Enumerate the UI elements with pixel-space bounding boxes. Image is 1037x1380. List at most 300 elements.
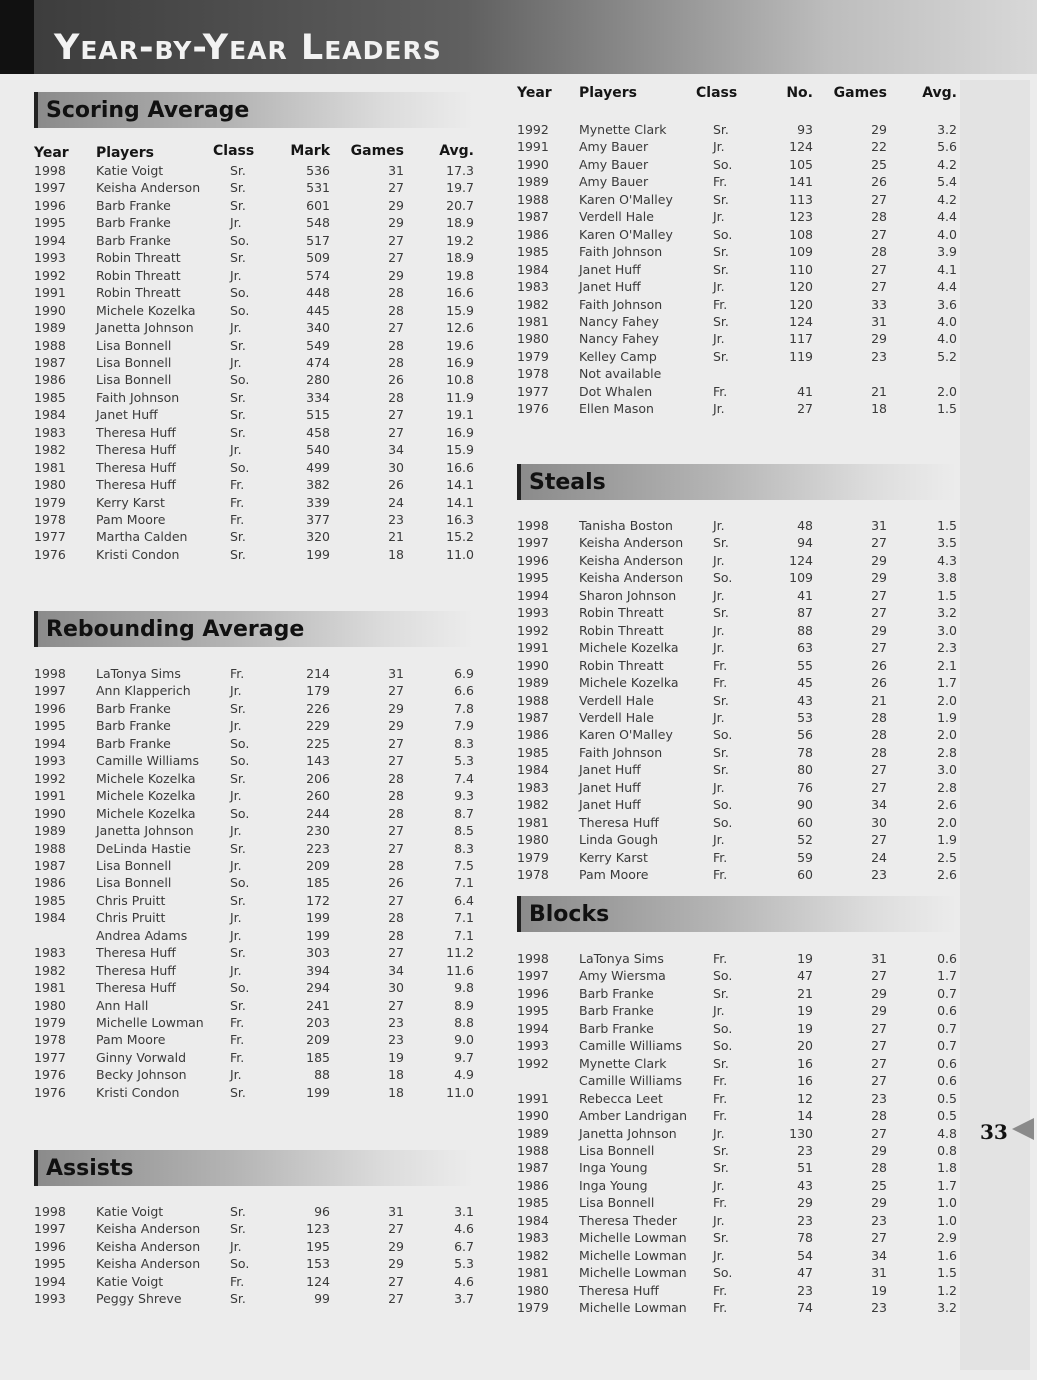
games-cell: 29 <box>871 570 887 586</box>
player-cell: Michelle Lowman <box>579 1265 687 1281</box>
player-cell: Pam Moore <box>579 867 649 882</box>
year-cell: 1989 <box>517 1125 549 1141</box>
player-cell: Peggy Shreve <box>96 1291 182 1307</box>
player-cell: Theresa Huff <box>96 477 176 493</box>
year-cell: 1981 <box>517 313 549 329</box>
player-cell: Tanisha Boston <box>579 518 673 533</box>
year-cell: 1980 <box>517 1282 549 1298</box>
avg-cell: 0.5 <box>937 1108 957 1124</box>
table-row <box>517 401 962 418</box>
year-cell: 1992 <box>517 122 549 137</box>
mark-cell: 88 <box>314 1067 330 1083</box>
mark-cell: 445 <box>306 302 330 318</box>
header-row <box>517 85 962 107</box>
class-cell: Sr. <box>230 700 246 716</box>
games-cell: 30 <box>388 459 404 475</box>
table-row <box>517 986 962 1003</box>
year-cell: 1997 <box>34 180 66 196</box>
player-cell: Chris Pruitt <box>96 892 166 908</box>
year-cell: 1976 <box>34 1084 66 1100</box>
mark-cell: 23 <box>797 1212 813 1228</box>
mark-cell: 93 <box>797 122 813 137</box>
games-cell: 29 <box>388 718 404 734</box>
table-row <box>517 815 962 832</box>
table-row <box>517 832 962 849</box>
table-row <box>517 535 962 552</box>
avg-cell: 19.6 <box>446 337 474 353</box>
player-cell: Barb Franke <box>96 232 171 248</box>
mark-cell: 96 <box>314 1204 330 1219</box>
player-cell: LaTonya Sims <box>579 951 664 966</box>
table-row <box>34 407 479 424</box>
mark-cell: 230 <box>306 823 330 839</box>
class-cell: Sr. <box>230 945 246 961</box>
col-year-header: Year <box>34 145 69 161</box>
avg-cell: 3.1 <box>454 1204 474 1219</box>
table-row <box>34 198 479 215</box>
avg-cell: 3.7 <box>454 1291 474 1307</box>
mark-cell: 229 <box>306 718 330 734</box>
mark-cell: 23 <box>797 1282 813 1298</box>
player-cell: Amy Wiersma <box>579 968 666 984</box>
year-cell: 1978 <box>517 867 549 882</box>
mark-cell: 27 <box>797 401 813 417</box>
table-row <box>34 1256 479 1273</box>
table-right-header <box>517 85 962 107</box>
games-cell: 27 <box>871 535 887 551</box>
avg-cell: 15.9 <box>446 302 474 318</box>
mark-cell: 117 <box>789 331 813 347</box>
avg-cell: 0.6 <box>937 1073 957 1089</box>
games-cell: 29 <box>388 1238 404 1254</box>
year-cell: 1978 <box>34 512 66 527</box>
class-cell: Sr. <box>713 762 729 778</box>
year-cell: 1990 <box>517 1108 549 1124</box>
mark-cell: 41 <box>797 587 813 603</box>
year-cell: 1976 <box>34 1067 66 1083</box>
avg-cell: 1.7 <box>937 968 957 984</box>
avg-cell: 19.2 <box>446 232 474 248</box>
player-cell: Janet Huff <box>579 797 641 813</box>
games-cell: 28 <box>871 244 887 260</box>
games-cell: 28 <box>871 1160 887 1176</box>
games-cell: 18 <box>871 401 887 417</box>
mark-cell: 244 <box>306 805 330 821</box>
page-arrow-icon <box>1012 1118 1034 1140</box>
games-cell: 27 <box>871 1125 887 1141</box>
games-cell: 23 <box>871 867 887 882</box>
class-cell: Sr. <box>713 191 729 207</box>
table-rebounding <box>34 666 479 1106</box>
avg-cell: 2.0 <box>937 692 957 708</box>
avg-cell: 8.7 <box>454 805 474 821</box>
table-scoring <box>34 163 479 573</box>
avg-cell: 5.4 <box>937 174 957 190</box>
year-cell: 1984 <box>517 261 549 277</box>
avg-cell: 18.9 <box>446 215 474 231</box>
games-cell: 28 <box>388 770 404 786</box>
class-cell: So. <box>713 968 733 984</box>
mark-cell: 499 <box>306 459 330 475</box>
avg-cell: 18.9 <box>446 250 474 266</box>
player-cell: Ellen Mason <box>579 401 654 417</box>
year-cell: 1993 <box>34 753 66 769</box>
table-row <box>517 1213 962 1230</box>
player-cell: Katie Voigt <box>96 163 164 178</box>
year-cell: 1990 <box>517 657 549 673</box>
class-cell: Jr. <box>713 518 725 533</box>
avg-cell: 9.7 <box>454 1049 474 1065</box>
mark-cell: 517 <box>306 232 330 248</box>
games-cell: 23 <box>388 512 404 527</box>
table-row <box>517 174 962 191</box>
class-cell: Fr. <box>713 1090 728 1106</box>
year-cell: 1977 <box>34 1049 66 1065</box>
class-cell: Jr. <box>230 962 242 978</box>
year-cell: 1986 <box>34 372 66 388</box>
games-cell: 27 <box>388 1221 404 1237</box>
games-cell: 24 <box>871 849 887 865</box>
player-cell: Amber Landrigan <box>579 1108 688 1124</box>
table-row <box>517 675 962 692</box>
table-row <box>517 693 962 710</box>
table-row <box>34 529 479 546</box>
mark-cell: 63 <box>797 640 813 656</box>
year-cell: 1988 <box>34 337 66 353</box>
avg-cell: 2.8 <box>937 779 957 795</box>
section-title-steals: Steals <box>517 464 957 500</box>
player-cell: Theresa Huff <box>579 1282 659 1298</box>
table-row <box>517 968 962 985</box>
games-cell: 29 <box>871 1142 887 1158</box>
avg-cell: 1.5 <box>937 1265 957 1281</box>
table-row <box>34 910 479 927</box>
mark-cell: 110 <box>789 261 813 277</box>
mark-cell: 223 <box>306 840 330 856</box>
mark-cell: 203 <box>306 1015 330 1030</box>
avg-cell: 3.5 <box>937 535 957 551</box>
year-cell: 1993 <box>34 1291 66 1307</box>
table-row <box>517 139 962 156</box>
avg-cell: 2.9 <box>937 1230 957 1246</box>
table-row <box>517 850 962 867</box>
games-cell: 27 <box>388 997 404 1013</box>
games-cell: 28 <box>871 209 887 225</box>
class-cell: Sr. <box>713 692 729 708</box>
year-cell: 1979 <box>517 1300 549 1315</box>
class-cell: Jr. <box>230 683 242 699</box>
table-row <box>517 1248 962 1265</box>
class-cell: Jr. <box>713 552 725 568</box>
mark-cell: 280 <box>306 372 330 388</box>
year-cell: 1988 <box>34 840 66 856</box>
avg-cell: 7.1 <box>454 875 474 891</box>
year-cell: 1983 <box>34 945 66 961</box>
mark-cell: 74 <box>797 1300 813 1315</box>
table-row <box>34 1050 479 1067</box>
table-row <box>34 268 479 285</box>
table-row <box>34 233 479 250</box>
class-cell: Jr. <box>713 1177 725 1193</box>
table-row <box>34 666 479 683</box>
table-row <box>517 122 962 139</box>
table-row <box>517 623 962 640</box>
table-row <box>517 1108 962 1125</box>
class-cell: Jr. <box>713 622 725 638</box>
class-cell: So. <box>713 814 733 830</box>
table-assists-continued <box>517 122 962 422</box>
avg-cell: 3.0 <box>937 762 957 778</box>
table-row <box>34 1032 479 1049</box>
class-cell: Sr. <box>230 997 246 1013</box>
player-cell: DeLinda Hastie <box>96 840 191 856</box>
player-cell: Robin Threatt <box>96 250 181 266</box>
games-cell: 18 <box>388 1067 404 1083</box>
player-cell: Lisa Bonnell <box>96 337 172 353</box>
table-row <box>517 710 962 727</box>
class-cell: Sr. <box>230 1204 246 1219</box>
class-cell: Jr. <box>713 401 725 417</box>
games-cell: 27 <box>871 1055 887 1071</box>
games-cell: 28 <box>871 727 887 743</box>
class-cell: Jr. <box>713 709 725 725</box>
table-row <box>34 495 479 512</box>
class-cell: Sr. <box>230 892 246 908</box>
class-cell: Fr. <box>713 1282 728 1298</box>
games-cell: 21 <box>388 529 404 545</box>
table-row <box>517 279 962 296</box>
class-cell: Fr. <box>713 1073 728 1089</box>
player-cell: Inga Young <box>579 1160 648 1176</box>
avg-cell: 7.8 <box>454 700 474 716</box>
class-cell: Fr. <box>230 1032 245 1048</box>
year-cell: 1997 <box>517 968 549 984</box>
player-cell: Theresa Huff <box>96 459 176 475</box>
games-cell: 31 <box>871 313 887 329</box>
class-cell: So. <box>713 797 733 813</box>
table-row <box>517 1056 962 1073</box>
year-cell: 1995 <box>34 215 66 231</box>
player-cell: Lisa Bonnell <box>579 1142 655 1158</box>
year-cell: 1994 <box>34 735 66 751</box>
avg-cell: 2.1 <box>937 657 957 673</box>
table-row <box>34 788 479 805</box>
player-cell: Camille Williams <box>579 1073 682 1089</box>
avg-cell: 0.6 <box>937 951 957 966</box>
col-year-header: Year <box>517 85 552 101</box>
section-title-rebounding: Rebounding Average <box>34 611 474 647</box>
class-cell: Sr. <box>713 244 729 260</box>
class-cell: So. <box>713 727 733 743</box>
games-cell: 27 <box>388 892 404 908</box>
mark-cell: 113 <box>789 191 813 207</box>
games-cell: 29 <box>871 985 887 1001</box>
class-cell: Fr. <box>713 867 728 882</box>
player-cell: LaTonya Sims <box>96 666 181 681</box>
games-cell: 27 <box>871 1230 887 1246</box>
games-cell: 29 <box>388 215 404 231</box>
mark-cell: 124 <box>789 139 813 155</box>
class-cell: Sr. <box>713 535 729 551</box>
class-cell: Jr. <box>713 1247 725 1263</box>
year-cell: 1980 <box>34 997 66 1013</box>
games-cell: 33 <box>871 296 887 312</box>
player-cell: Michele Kozelka <box>579 675 679 691</box>
table-row <box>34 980 479 997</box>
table-row <box>517 1073 962 1090</box>
class-cell: Sr. <box>713 605 729 621</box>
table-row <box>34 460 479 477</box>
mark-cell: 536 <box>306 163 330 178</box>
col-avg-header: Avg. <box>439 143 474 159</box>
year-cell: 1984 <box>517 1212 549 1228</box>
avg-cell: 4.3 <box>937 552 957 568</box>
games-cell: 27 <box>871 832 887 848</box>
games-cell: 28 <box>388 389 404 405</box>
class-cell: Jr. <box>230 857 242 873</box>
class-cell: Jr. <box>230 320 242 336</box>
games-cell: 19 <box>871 1282 887 1298</box>
games-cell: 27 <box>388 232 404 248</box>
player-cell: Barb Franke <box>96 700 171 716</box>
player-cell: Ginny Vorwald <box>96 1049 187 1065</box>
class-cell: Sr. <box>713 348 729 364</box>
mark-cell: 78 <box>797 744 813 760</box>
class-cell: Fr. <box>713 296 728 312</box>
games-cell: 27 <box>871 279 887 295</box>
games-cell: 28 <box>388 302 404 318</box>
avg-cell: 1.9 <box>937 832 957 848</box>
games-cell: 27 <box>871 1038 887 1054</box>
year-cell: 1992 <box>34 267 66 283</box>
class-cell: So. <box>230 980 250 996</box>
avg-cell: 7.1 <box>454 910 474 926</box>
player-cell: Karen O'Malley <box>579 226 673 242</box>
games-cell: 27 <box>388 753 404 769</box>
year-cell: 1986 <box>517 1177 549 1193</box>
mark-cell: 48 <box>797 518 813 533</box>
games-cell: 27 <box>871 605 887 621</box>
player-cell: Mynette Clark <box>579 1055 667 1071</box>
games-cell: 34 <box>871 1247 887 1263</box>
table-row <box>517 797 962 814</box>
table-row <box>517 1143 962 1160</box>
mark-cell: 51 <box>797 1160 813 1176</box>
mark-cell: 14 <box>797 1108 813 1124</box>
avg-cell: 3.8 <box>937 570 957 586</box>
table-row <box>517 605 962 622</box>
player-cell: Janet Huff <box>579 261 641 277</box>
mark-cell: 141 <box>789 174 813 190</box>
mark-cell: 53 <box>797 709 813 725</box>
avg-cell: 4.2 <box>937 191 957 207</box>
games-cell: 28 <box>871 709 887 725</box>
avg-cell: 16.9 <box>446 354 474 370</box>
mark-cell: 119 <box>789 348 813 364</box>
mark-cell: 21 <box>797 985 813 1001</box>
table-row <box>34 425 479 442</box>
mark-cell: 123 <box>789 209 813 225</box>
table-row <box>517 366 962 383</box>
table-row <box>517 384 962 401</box>
year-cell: 1998 <box>517 518 549 533</box>
avg-cell: 8.9 <box>454 997 474 1013</box>
year-cell: 1987 <box>517 209 549 225</box>
table-row <box>517 1038 962 1055</box>
player-cell: Linda Gough <box>579 832 659 848</box>
mark-cell: 394 <box>306 962 330 978</box>
player-cell: Verdell Hale <box>579 692 654 708</box>
avg-cell: 6.4 <box>454 892 474 908</box>
class-cell: Jr. <box>230 1067 242 1083</box>
mark-cell: 108 <box>789 226 813 242</box>
mark-cell: 199 <box>306 546 330 562</box>
table-row <box>34 1291 479 1308</box>
avg-cell: 3.6 <box>937 296 957 312</box>
class-cell: Sr. <box>230 1221 246 1237</box>
table-row <box>34 338 479 355</box>
games-cell: 28 <box>871 1108 887 1124</box>
games-cell: 27 <box>388 1291 404 1307</box>
games-cell: 28 <box>388 927 404 943</box>
class-cell: Sr. <box>713 1142 729 1158</box>
avg-cell: 9.8 <box>454 980 474 996</box>
class-cell: Sr. <box>230 337 246 353</box>
year-cell: 1994 <box>34 232 66 248</box>
year-cell: 1990 <box>34 805 66 821</box>
year-cell: 1976 <box>517 401 549 417</box>
header-black-block <box>0 0 34 74</box>
mark-cell: 76 <box>797 779 813 795</box>
avg-cell: 14.1 <box>446 477 474 493</box>
year-cell: 1996 <box>517 552 549 568</box>
mark-cell: 87 <box>797 605 813 621</box>
mark-cell: 19 <box>797 951 813 966</box>
games-cell: 27 <box>388 683 404 699</box>
table-row <box>517 1300 962 1317</box>
games-cell: 24 <box>388 494 404 510</box>
year-cell: 1998 <box>517 951 549 966</box>
player-cell: Rebecca Leet <box>579 1090 663 1106</box>
table-row <box>34 512 479 529</box>
table-row <box>517 331 962 348</box>
year-cell: 1989 <box>34 320 66 336</box>
player-cell: Robin Threatt <box>579 605 664 621</box>
year-cell: 1997 <box>34 683 66 699</box>
avg-cell: 8.3 <box>454 735 474 751</box>
class-cell: Sr. <box>230 1084 246 1100</box>
class-cell: Sr. <box>230 163 246 178</box>
mark-cell: 123 <box>306 1221 330 1237</box>
year-cell: 1986 <box>34 875 66 891</box>
mark-cell: 153 <box>306 1256 330 1272</box>
year-cell: 1992 <box>34 770 66 786</box>
mark-cell: 195 <box>306 1238 330 1254</box>
avg-cell: 2.3 <box>937 640 957 656</box>
table-row <box>34 390 479 407</box>
class-cell: So. <box>230 302 250 318</box>
year-cell: 1993 <box>517 1038 549 1054</box>
table-row <box>34 1239 479 1256</box>
player-cell: Faith Johnson <box>579 296 663 312</box>
games-cell: 29 <box>388 197 404 213</box>
avg-cell: 1.5 <box>937 518 957 533</box>
year-cell: 1979 <box>517 849 549 865</box>
table-row <box>34 736 479 753</box>
games-cell: 34 <box>388 442 404 458</box>
avg-cell: 15.9 <box>446 442 474 458</box>
year-cell: 1995 <box>517 570 549 586</box>
